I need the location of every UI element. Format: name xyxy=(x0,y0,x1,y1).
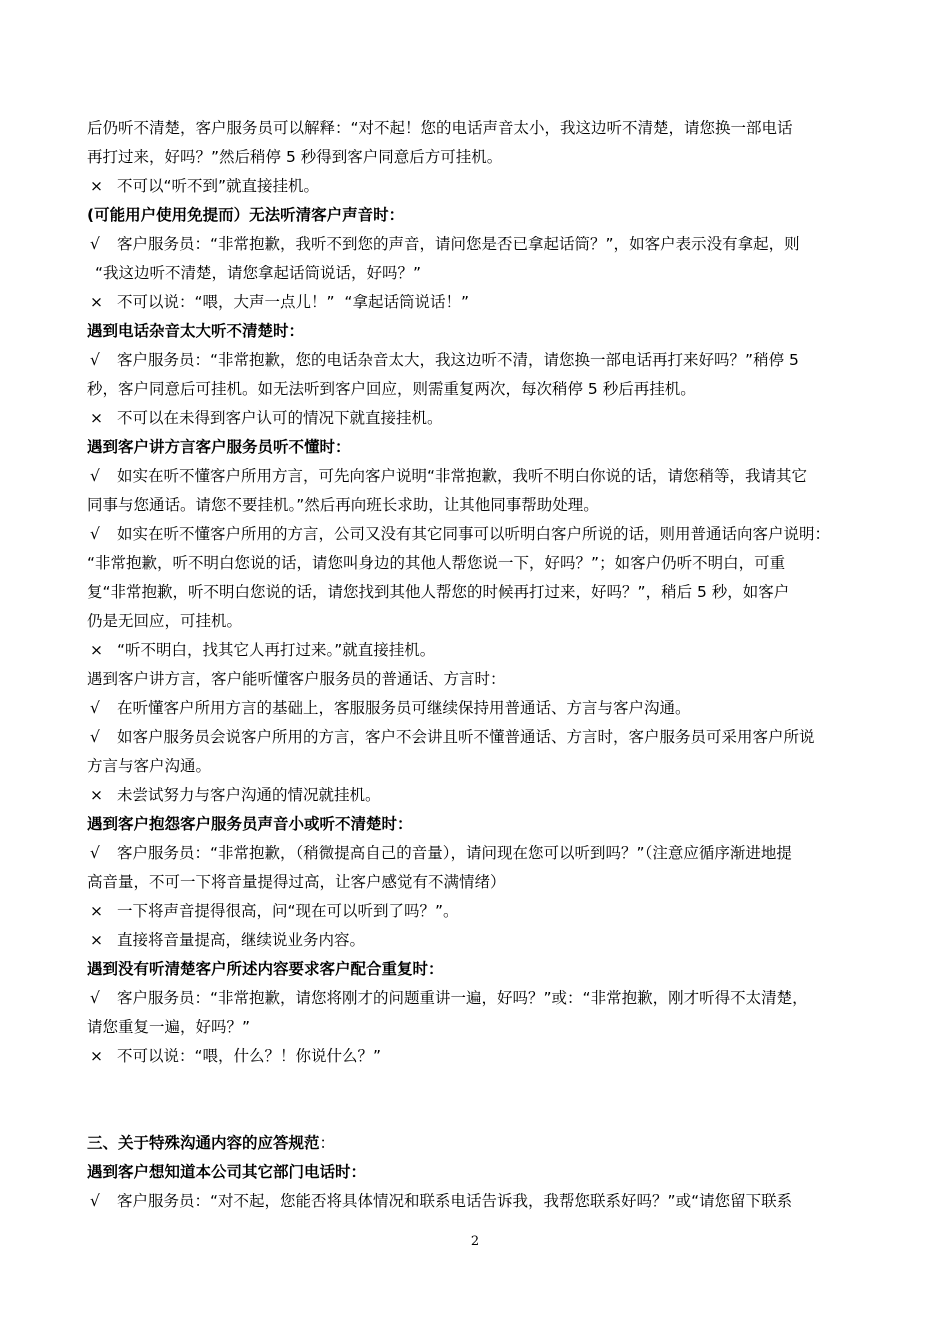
cross-mark-icon: × xyxy=(90,641,103,659)
cross-mark-icon: × xyxy=(90,1047,103,1065)
paragraph-line: 复“非常抱歉，听不明白您说的话，请您找到其他人帮您的时候再打过来，好吗？”，稍后 5 秒，如客户 xyxy=(87,583,790,601)
cross-mark-icon: × xyxy=(90,902,103,920)
paragraph-line: 秒，客户同意后可挂机。如无法听到客户回应，则需重复两次，每次稍停 5 秒后再挂机。 xyxy=(87,380,696,398)
section-heading: (可能用户使用免提而）无法听清客户声音时： xyxy=(87,206,405,224)
do-item: √ 在听懂客户所用方言的基础上，客服服务员可继续保持用普通话、方言与客户沟通。 xyxy=(90,699,691,717)
check-mark-icon: √ xyxy=(90,351,100,369)
paragraph-line: 再打过来，好吗？”然后稍停 5 秒得到客户同意后方可挂机。 xyxy=(87,148,503,166)
paragraph-line: 方言与客户沟通。 xyxy=(87,757,212,775)
section-heading: 遇到没有听清楚客户所述内容要求客户配合重复时： xyxy=(87,960,444,978)
dont-item: × 一下将声音提得很高，问“现在可以听到了吗？”。 xyxy=(90,902,459,920)
do-item: √ 客户服务员：“非常抱歉，您的电话杂音太大，我这边听不清，请您换一部电话再打来好吗？”稍停 5 xyxy=(90,351,799,369)
section-subheading: 遇到客户讲方言，客户能听懂客户服务员的普通话、方言时： xyxy=(87,670,506,688)
check-mark-icon: √ xyxy=(90,525,100,543)
cross-mark-icon: × xyxy=(90,177,103,195)
cross-mark-icon: × xyxy=(90,786,103,804)
do-item: √ 如客户服务员会说客户所用的方言，客户不会讲且听不懂普通话、方言时，客户服务员可采用客户所说 xyxy=(90,728,815,746)
section-heading: 遇到客户想知道本公司其它部门电话时： xyxy=(87,1163,367,1181)
paragraph-line: 请您重复一遍，好吗？” xyxy=(87,1018,251,1036)
section-heading: 遇到客户抱怨客户服务员声音小或听不清楚时： xyxy=(87,815,413,833)
chapter-heading: 三、关于特殊沟通内容的应答规范： xyxy=(87,1134,336,1152)
check-mark-icon: √ xyxy=(90,989,100,1007)
check-mark-icon: √ xyxy=(90,467,100,485)
do-item: √ 如实在听不懂客户所用方言，可先向客户说明“非常抱歉，我听不明白你说的话，请您稍等，我请其它 xyxy=(90,467,808,485)
section-heading: 遇到电话杂音太大听不清楚时： xyxy=(87,322,305,340)
do-item: √ 客户服务员：“对不起，您能否将具体情况和联系电话告诉我，我帮您联系好吗？”或“请您留下联系 xyxy=(90,1192,793,1210)
paragraph-line: 仍是无回应，可挂机。 xyxy=(87,612,243,630)
dont-item: × 不可以说：“喂，什么？！你说什么？” xyxy=(90,1047,382,1065)
dont-item: × 不可以说：“喂，大声一点儿！” “拿起话筒说话！” xyxy=(90,293,469,311)
section-heading: 遇到客户讲方言客户服务员听不懂时： xyxy=(87,438,351,456)
cross-mark-icon: × xyxy=(90,293,103,311)
check-mark-icon: √ xyxy=(90,844,100,862)
dont-item: × 不可以“听不到”就直接挂机。 xyxy=(90,177,320,195)
do-item: √ 客户服务员：“非常抱歉，（稍微提高自己的音量），请问现在您可以听到吗？”（注意应循序渐进地提 xyxy=(90,844,792,862)
dont-item: × 直接将音量提高，继续说业务内容。 xyxy=(90,931,366,949)
paragraph-line: “非常抱歉，听不明白您说的话，请您叫身边的其他人帮您说一下，好吗？”；如客户仍听不明白，可重 xyxy=(87,554,786,572)
check-mark-icon: √ xyxy=(90,1192,100,1210)
do-item: √ 客户服务员：“非常抱歉，我听不到您的声音，请问您是否已拿起话筒？”，如客户表示没有拿起，则 xyxy=(90,235,800,253)
cross-mark-icon: × xyxy=(90,409,103,427)
paragraph-line: “我这边听不清楚，请您拿起话筒说话，好吗？” xyxy=(95,264,422,282)
cross-mark-icon: × xyxy=(90,931,103,949)
paragraph-line: 同事与您通话。请您不要挂机。”然后再向班长求助，让其他同事帮助处理。 xyxy=(87,496,599,514)
paragraph-line: 高音量，不可一下将音量提得过高，让客户感觉有不满情绪） xyxy=(87,873,506,891)
dont-item: × “听不明白，找其它人再打过来。”就直接挂机。 xyxy=(90,641,436,659)
check-mark-icon: √ xyxy=(90,728,100,746)
check-mark-icon: √ xyxy=(90,235,100,253)
check-mark-icon: √ xyxy=(90,699,100,717)
dont-item: × 未尝试努力与客户沟通的情况就挂机。 xyxy=(90,786,381,804)
do-item: √ 如实在听不懂客户所用的方言，公司又没有其它同事可以听明白客户所说的话，则用普通话向客户说明： xyxy=(90,525,831,543)
paragraph-line: 后仍听不清楚，客户服务员可以解释：“对不起！您的电话声音太小，我这边听不清楚，请您换一部电话 xyxy=(87,119,793,137)
page-number: 2 xyxy=(470,1234,480,1249)
dont-item: × 不可以在未得到客户认可的情况下就直接挂机。 xyxy=(90,409,443,427)
do-item: √ 客户服务员：“非常抱歉，请您将刚才的问题重讲一遍，好吗？”或：“非常抱歉，刚才听得不太清楚， xyxy=(90,989,808,1007)
